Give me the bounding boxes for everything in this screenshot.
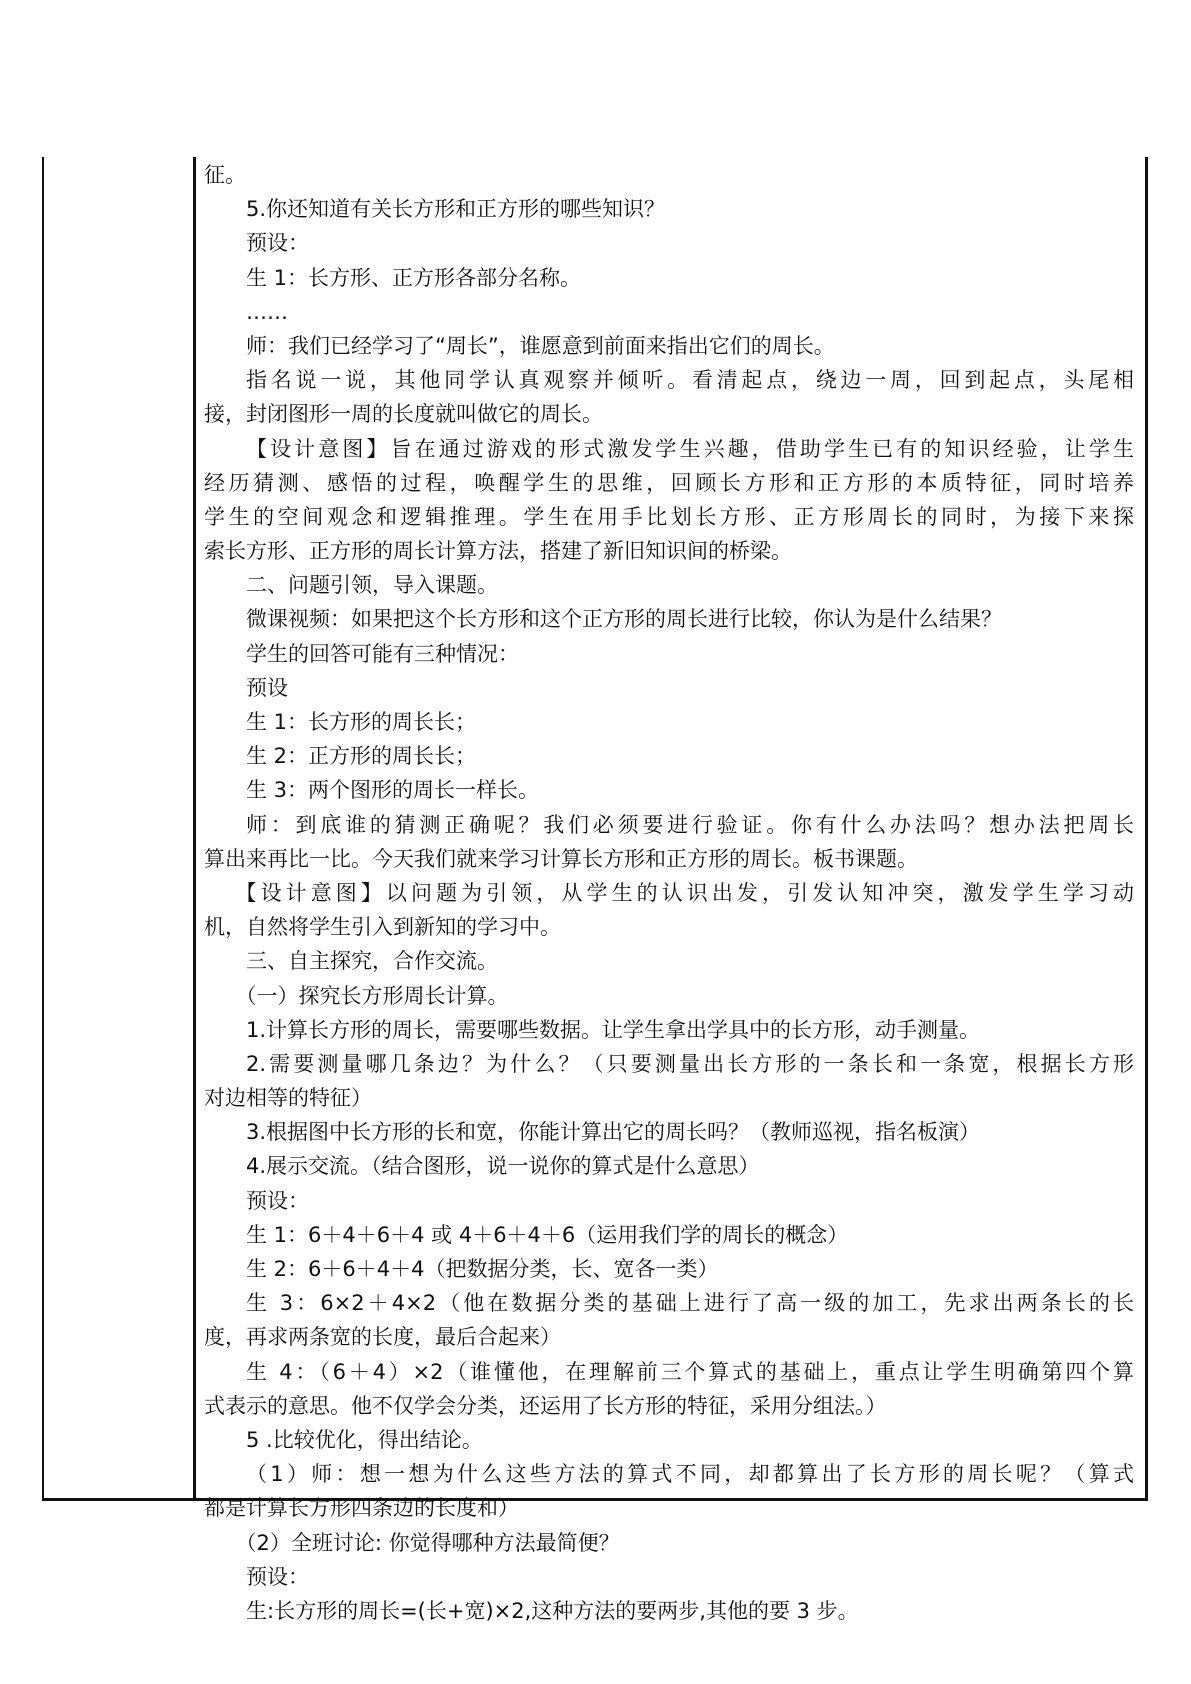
text-line: 度，再求两条宽的长度，最后合起来） (204, 1325, 561, 1350)
text-line: …… (246, 299, 288, 324)
text-line: 算出来再比一比。今天我们就来学习计算长方形和正方形的周长。板书课题。 (204, 846, 918, 871)
text-line: 预设： (246, 231, 309, 256)
text-line: 1.计算长方形的周长，需要哪些数据。让学生拿出学具中的长方形，动手测量。 (246, 1017, 981, 1042)
text-line: 微课视频：如果把这个长方形和这个正方形的周长进行比较，你认为是什么结果？ (246, 607, 1002, 632)
text-line: 生 1：6＋4＋6＋4 或 4＋6＋4＋6（运用我们学的周长的概念） (246, 1222, 849, 1247)
text-line: 经历猜测、感悟的过程，唤醒学生的思维，回顾长方形和正方形的本质特征，同时培养 (204, 470, 1134, 495)
text-line: 5 .比较优化，得出结论。 (246, 1427, 483, 1452)
text-line: 三、自主探究，合作交流。 (246, 949, 498, 974)
text-line: 征。 (204, 163, 246, 187)
text-line: 师：我们已经学习了“周长”，谁愿意到前面来指出它们的周长。 (246, 333, 835, 358)
text-line: 师：到底谁的猜测正确呢？我们必须要进行验证。你有什么办法吗？想办法把周长 (246, 812, 1134, 837)
text-line: 3.根据图中长方形的长和宽，你能计算出它的周长吗？（教师巡视，指名板演） (246, 1120, 981, 1145)
text-line: 接，封闭图形一周的长度就叫做它的周长。 (204, 402, 603, 427)
text-line: 对边相等的特征） (204, 1086, 372, 1111)
text-line: （1）师：想一想为什么这些方法的算式不同，却都算出了长方形的周长呢？（算式 (246, 1462, 1134, 1487)
text-line: 二、问题引领，导入课题。 (246, 573, 498, 598)
text-line: 5.你还知道有关长方形和正方形的哪些知识？ (246, 197, 666, 222)
text-line: 【设计意图】旨在通过游戏的形式激发学生兴趣，借助学生已有的知识经验，让学生 (246, 436, 1134, 461)
text-line: 预设： (246, 1564, 309, 1589)
text-line: 生:长方形的周长=(长+宽)×2,这种方法的要两步,其他的要 3 步。 (246, 1598, 859, 1623)
text-line: （一）探究长方形周长计算。 (235, 983, 509, 1008)
text-line: 生 4：（6＋4）×2（谁懂他，在理解前三个算式的基础上，重点让学生明确第四个算 (246, 1359, 1134, 1384)
text-line: 生 3：两个图形的周长一样长。 (246, 778, 540, 803)
lesson-plan-text (204, 158, 1134, 1628)
text-line: 机，自然将学生引入到新知的学习中。 (204, 915, 561, 940)
text-line: 生 2：正方形的周长长； (246, 744, 477, 769)
text-line: 4.展示交流。（结合图形，说一说你的算式是什么意思） (246, 1154, 760, 1179)
text-line: 学生的空间观念和逻辑推理。学生在用手比划长方形、正方形周长的同时，为接下来探 (204, 504, 1134, 529)
text-line: 式表示的意思。他不仅学会分类，还运用了长方形的特征，采用分组法。） (204, 1393, 887, 1418)
text-line: 学生的回答可能有三种情况： (246, 641, 519, 666)
text-line: 【设计意图】以问题为引领，从学生的认识出发，引发认知冲突，激发学生学习动 (235, 880, 1134, 905)
text-line: 指名说一说，其他同学认真观察并倾听。看清起点，绕边一周，回到起点，头尾相 (246, 368, 1134, 393)
text-line: 预设 (246, 675, 288, 700)
text-line: 生 1：长方形、正方形各部分名称。 (246, 265, 582, 290)
text-line: 都是计算长方形四条边的长度和） (204, 1496, 519, 1521)
text-line: 索长方形、正方形的周长计算方法，搭建了新旧知识间的桥梁。 (204, 539, 792, 564)
text-line: 生 2：6＋6＋4＋4（把数据分类，长、宽各一类） (246, 1257, 719, 1281)
text-line: 生 1：长方形的周长长； (246, 710, 477, 734)
text-line: 预设： (246, 1188, 309, 1213)
text-line: 2.需要测量哪几条边？为什么？（只要测量出长方形的一条长和一条宽，根据长方形 (246, 1051, 1134, 1076)
text-line: 生 3：6×2＋4×2（他在数据分类的基础上进行了高一级的加工，先求出两条长的长 (246, 1291, 1134, 1316)
table-column-divider (193, 157, 196, 1501)
text-line: （2）全班讨论: 你觉得哪种方法最简便？ (235, 1530, 620, 1555)
